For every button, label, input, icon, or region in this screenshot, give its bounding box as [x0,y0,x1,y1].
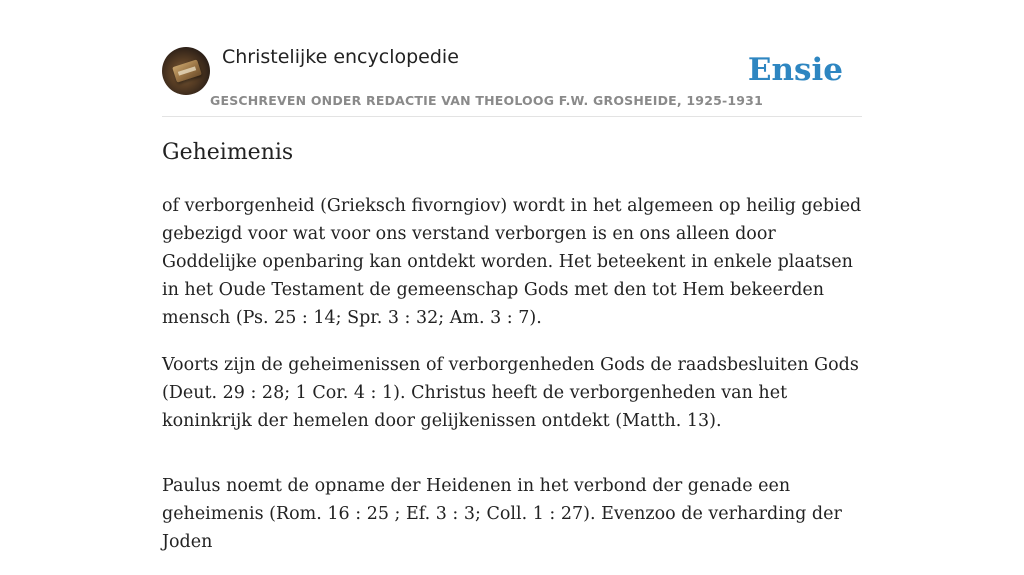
article-title: Geheimenis [162,140,294,165]
article-paragraph: Voorts zijn de geheimenissen of verborgenheden Gods de raadsbesluiten Gods (Deut. 29 : 28; 1 Cor. 4 : 1). Christus heeft de verborgenheden van het koninkrijk der hemelen door gelijkenissen ontdekt (Matth. 13). [162,355,859,431]
encyclopedia-avatar[interactable] [162,47,210,95]
article-paragraph: Paulus noemt de opname der Heidenen in het verbond der genade een geheimenis (Rom. 16 : 25 ; Ef. 3 : 3; Coll. 1 : 27). Evenzoo de verharding der Joden [162,476,842,552]
article-body [162,192,862,575]
ensie-logo-link[interactable]: Ensie [747,52,843,88]
encyclopedia-subtitle: GESCHREVEN ONDER REDACTIE VAN THEOLOOG F.W. GROSHEIDE, 1925-1931 [210,93,763,108]
article-paragraph: of verborgenheid (Grieksch fivorngiov) wordt in het algemeen op heilig gebied gebezigd voor wat voor ons verstand verborgen is en ons alleen door Goddelijke openbaring kan ontdekt worden. Het beteekent in enkele plaatsen in het Oude Testament de gemeenschap Gods met den tot Hem bekeerden mensch (Ps. 25 : 14; Spr. 3 : 32; Am. 3 : 7). [162,196,862,328]
site-header [162,46,862,117]
encyclopedia-title[interactable]: Christelijke encyclopedie [222,46,459,68]
